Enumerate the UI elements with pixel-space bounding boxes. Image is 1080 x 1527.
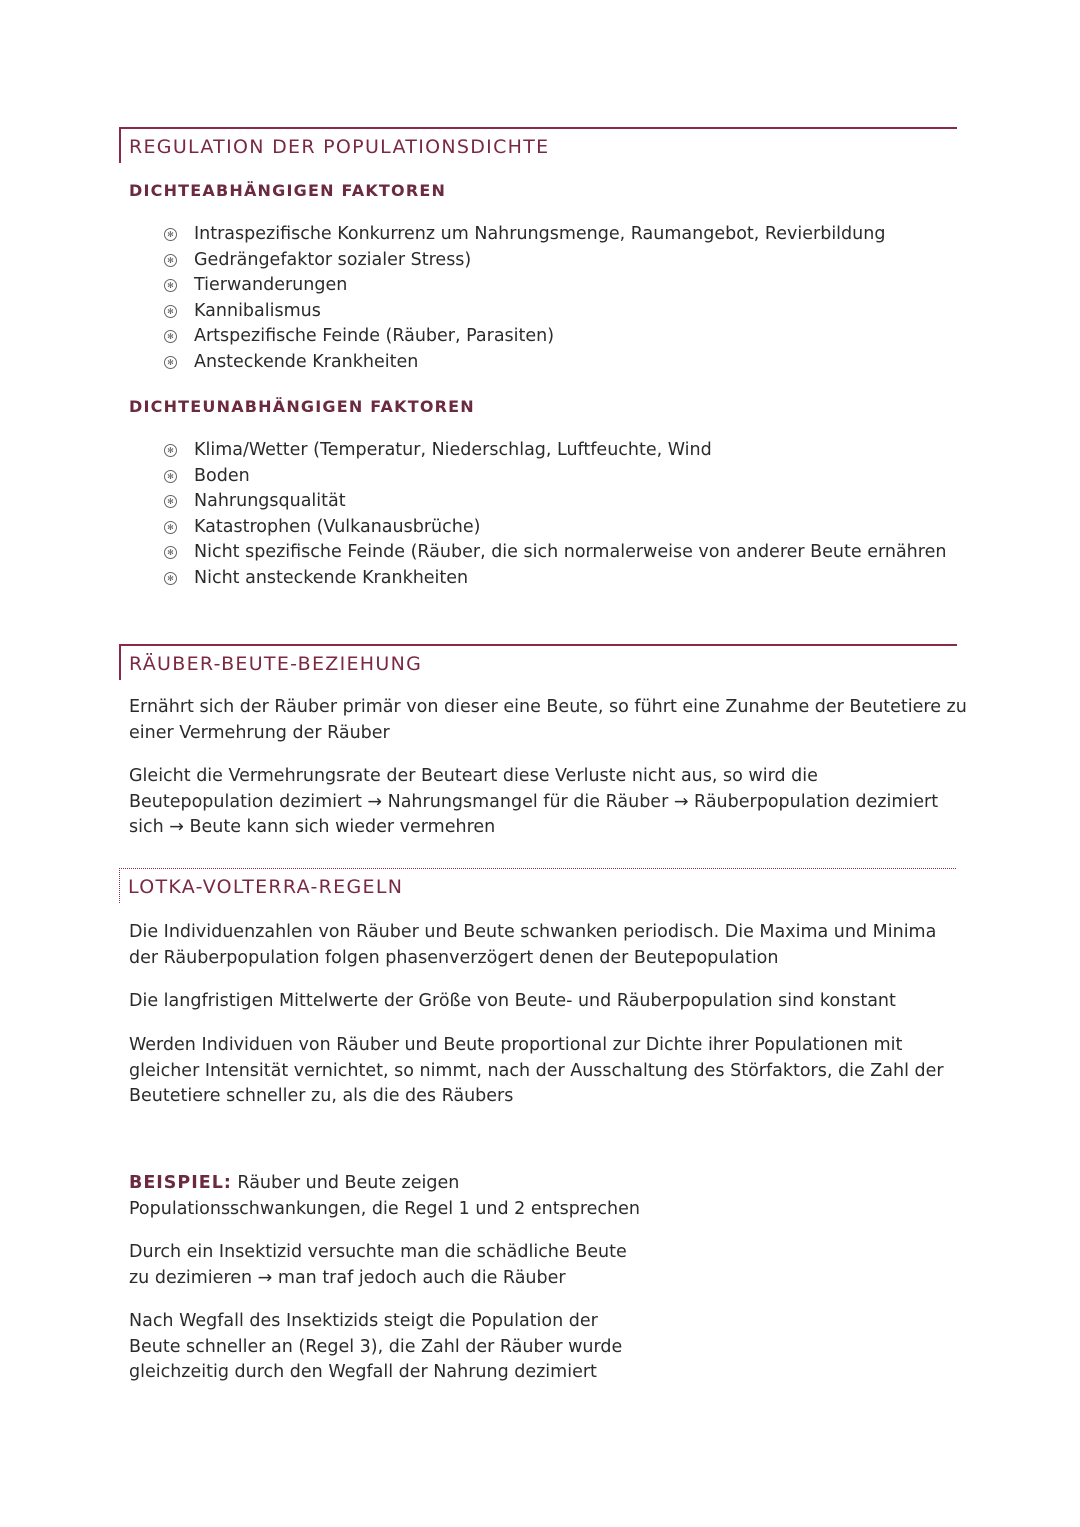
bullet-icon: ✻	[164, 495, 177, 508]
subheading-independent: DICHTEUNABHÄNGIGEN FAKTOREN	[129, 397, 475, 416]
bullet-icon: ✻	[164, 470, 177, 483]
list-item: ✻ Nahrungsqualität	[160, 489, 946, 515]
paragraph: Werden Individuen von Räuber und Beute proportional zur Dichte ihrer Populationen mit gleicher Intensität vernichtet, so nimmt, nach der Ausschaltung des Störfaktors, die Zahl der Beutetiere schneller zu, als die des Räubers	[129, 1035, 944, 1107]
list-item: ✻ Kannibalismus	[160, 299, 885, 325]
bullet-icon: ✻	[164, 228, 177, 241]
list-item: ✻ Intraspezifische Konkurrenz um Nahrungsmenge, Raumangebot, Revierbildung	[160, 222, 885, 248]
list-item: ✻ Nicht spezifische Feinde (Räuber, die sich normalerweise von anderer Beute ernähren	[160, 540, 946, 566]
dependent-factors-list	[160, 222, 885, 376]
example-paragraph: BEISPIEL: Räuber und Beute zeigen Populationsschwankungen, die Regel 1 und 2 entsprechen	[129, 1173, 640, 1219]
bullet-icon: ✻	[164, 305, 177, 318]
section-title: RÄUBER-BEUTE-BEZIEHUNG	[129, 653, 423, 675]
list-item: ✻ Nicht ansteckende Krankheiten	[160, 566, 946, 592]
bullet-icon: ✻	[164, 521, 177, 534]
section-title: REGULATION DER POPULATIONSDICHTE	[129, 136, 550, 158]
paragraph: Gleicht die Vermehrungsrate der Beuteart diese Verluste nicht aus, so wird die Beutepopulation dezimiert → Nahrungsmangel für die Räuber → Räuberpopulation dezimiert sich → Beute kann sich wieder vermehren	[129, 766, 939, 838]
list-item: ✻ Boden	[160, 464, 946, 490]
list-item: ✻ Gedrängefaktor sozialer Stress)	[160, 248, 885, 274]
list-item: ✻ Artspezifische Feinde (Räuber, Parasiten)	[160, 324, 885, 350]
section-header-regulation	[119, 127, 957, 163]
section-header-lotka-volterra	[119, 868, 956, 903]
bullet-icon: ✻	[164, 546, 177, 559]
subheading-dependent: DICHTEABHÄNGIGEN FAKTOREN	[129, 181, 447, 200]
paragraph: Die Individuenzahlen von Räuber und Beute schwanken periodisch. Die Maxima und Minima der Räuberpopulation folgen phasenverzögert denen der Beutepopulation	[129, 922, 937, 968]
example-label: BEISPIEL:	[129, 1173, 232, 1193]
list-item: ✻ Tierwanderungen	[160, 273, 885, 299]
section-title: LOTKA-VOLTERRA-REGELN	[128, 876, 404, 898]
paragraph: Die langfristigen Mittelwerte der Größe von Beute- und Räuberpopulation sind konstant	[129, 991, 896, 1011]
paragraph: Nach Wegfall des Insektizids steigt die Population der Beute schneller an (Regel 3), die Zahl der Räuber wurde gleichzeitig durch den Wegfall der Nahrung dezimiert	[129, 1311, 623, 1383]
bullet-icon: ✻	[164, 444, 177, 457]
list-item: ✻ Ansteckende Krankheiten	[160, 350, 885, 376]
list-item: ✻ Klima/Wetter (Temperatur, Niederschlag, Luftfeuchte, Wind	[160, 438, 946, 464]
paragraph: Durch ein Insektizid versuchte man die schädliche Beute zu dezimieren → man traf jedoch auch die Räuber	[129, 1242, 627, 1288]
bullet-icon: ✻	[164, 330, 177, 343]
paragraph: Ernährt sich der Räuber primär von dieser eine Beute, so führt eine Zunahme der Beutetiere zu einer Vermehrung der Räuber	[129, 697, 967, 743]
bullet-icon: ✻	[164, 254, 177, 267]
bullet-icon: ✻	[164, 572, 177, 585]
bullet-icon: ✻	[164, 356, 177, 369]
bullet-icon: ✻	[164, 279, 177, 292]
list-item: ✻ Katastrophen (Vulkanausbrüche)	[160, 515, 946, 541]
section-header-predator-prey	[119, 644, 957, 680]
independent-factors-list	[160, 438, 946, 592]
